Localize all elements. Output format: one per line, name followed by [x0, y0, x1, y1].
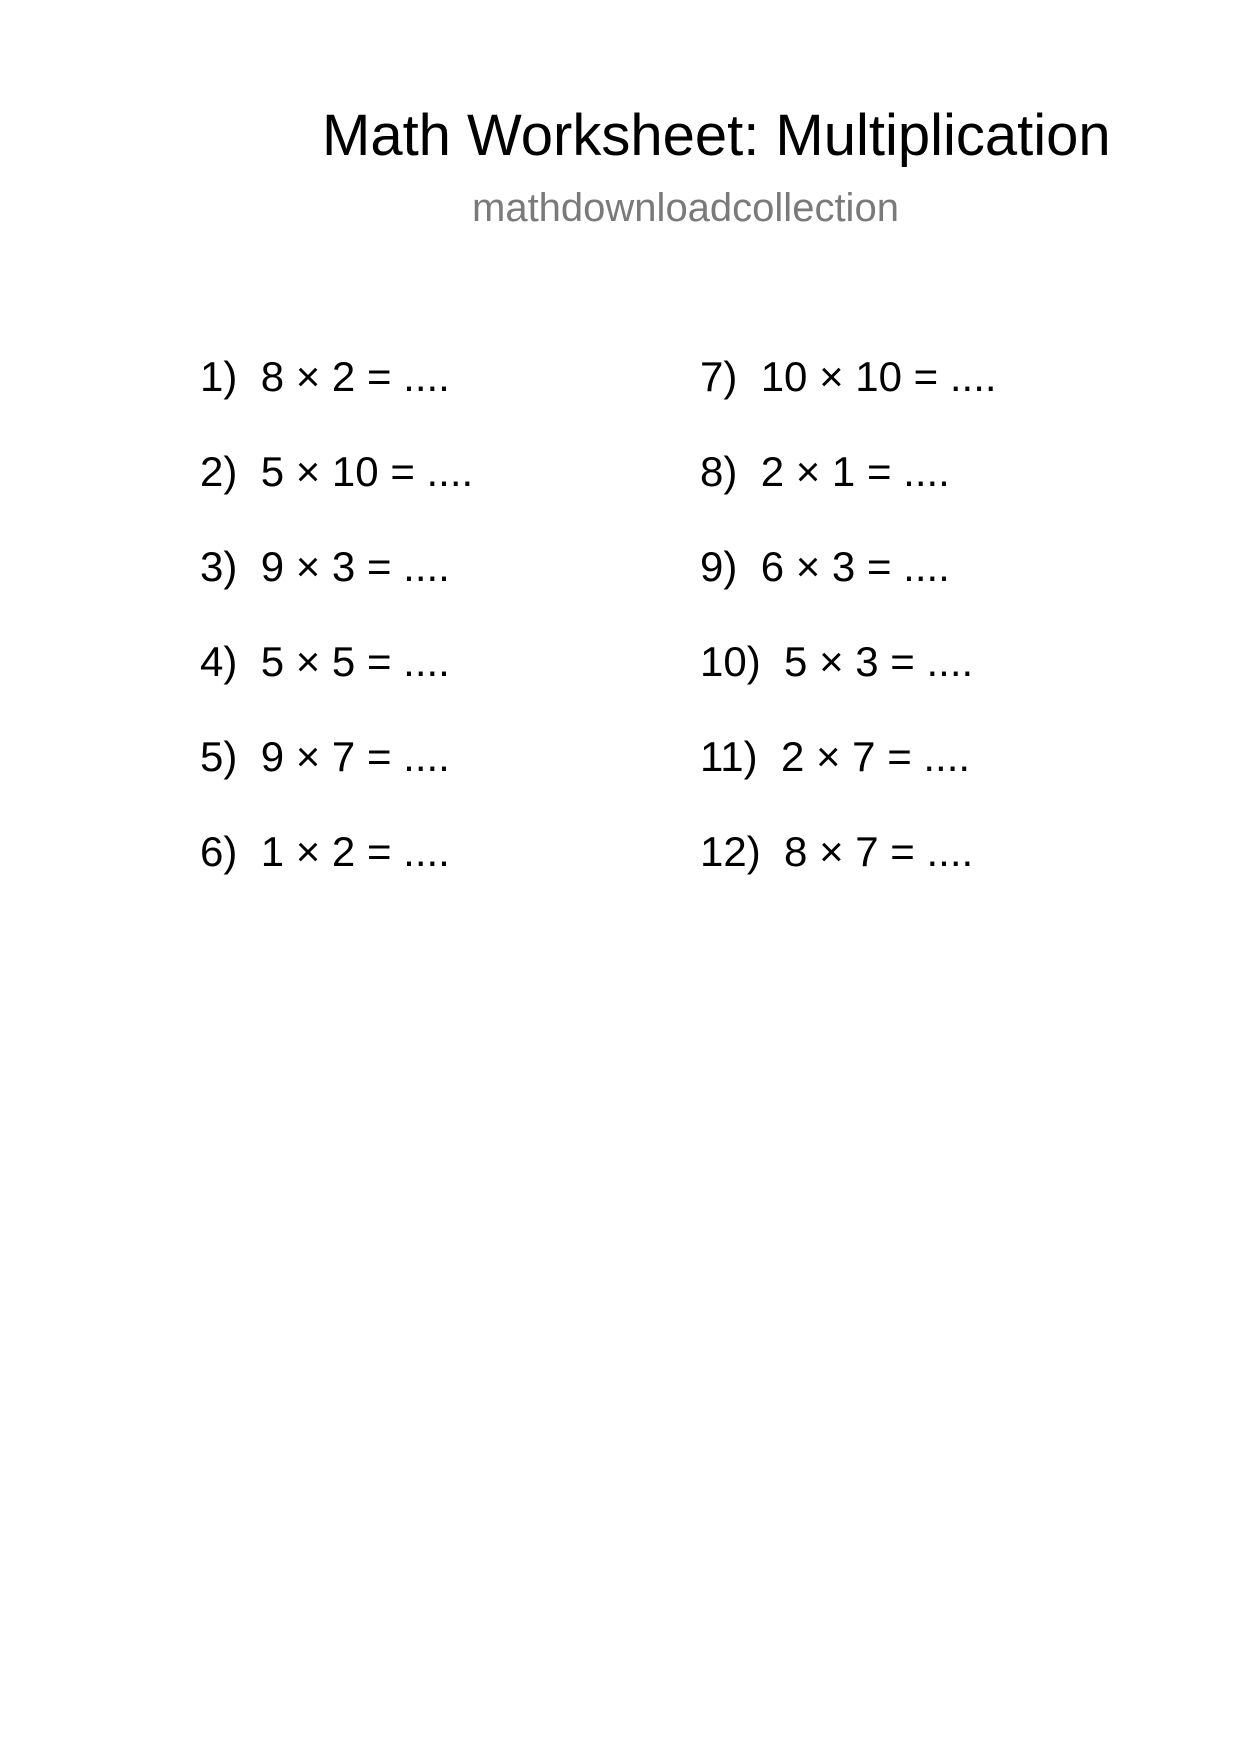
problem-item [700, 351, 997, 403]
source-label: mathdownloadcollection [472, 186, 899, 230]
problem-number: 3) [200, 543, 238, 590]
problem-expression: 6 × 3 = .... [760, 543, 950, 590]
problem-item [200, 826, 450, 878]
problem-item [200, 541, 450, 593]
problem-number: 8) [700, 448, 738, 495]
problem-expression: 1 × 2 = .... [260, 828, 450, 875]
problem-expression: 5 × 5 = .... [260, 638, 450, 685]
problem-expression: 2 × 1 = .... [760, 448, 950, 495]
problem-expression: 9 × 3 = .... [260, 543, 450, 590]
problem-item [700, 636, 973, 688]
problem-number: 1) [200, 353, 238, 400]
problem-expression: 10 × 10 = .... [760, 353, 997, 400]
problem-item [200, 446, 473, 498]
problem-number: 4) [200, 638, 238, 685]
problem-expression: 8 × 7 = .... [784, 828, 974, 875]
problem-number: 12) [700, 828, 761, 875]
problem-expression: 8 × 2 = .... [260, 353, 450, 400]
problem-number: 5) [200, 733, 238, 780]
problem-number: 7) [700, 353, 738, 400]
problem-item [700, 826, 973, 878]
problem-item [700, 446, 950, 498]
problem-expression: 5 × 3 = .... [784, 638, 974, 685]
problem-expression: 5 × 10 = .... [260, 448, 474, 495]
problem-number: 10) [700, 638, 761, 685]
problem-item [700, 731, 970, 783]
problem-item [700, 541, 950, 593]
problem-expression: 9 × 7 = .... [260, 733, 450, 780]
problem-number: 6) [200, 828, 238, 875]
problem-number: 9) [700, 543, 738, 590]
problem-number: 2) [200, 448, 238, 495]
problem-item [200, 731, 450, 783]
problem-item [200, 636, 450, 688]
problem-item [200, 351, 450, 403]
problem-expression: 2 × 7 = .... [780, 733, 971, 780]
page-title: Math Worksheet: Multiplication [322, 103, 1111, 168]
problem-number: 11) [700, 733, 758, 780]
